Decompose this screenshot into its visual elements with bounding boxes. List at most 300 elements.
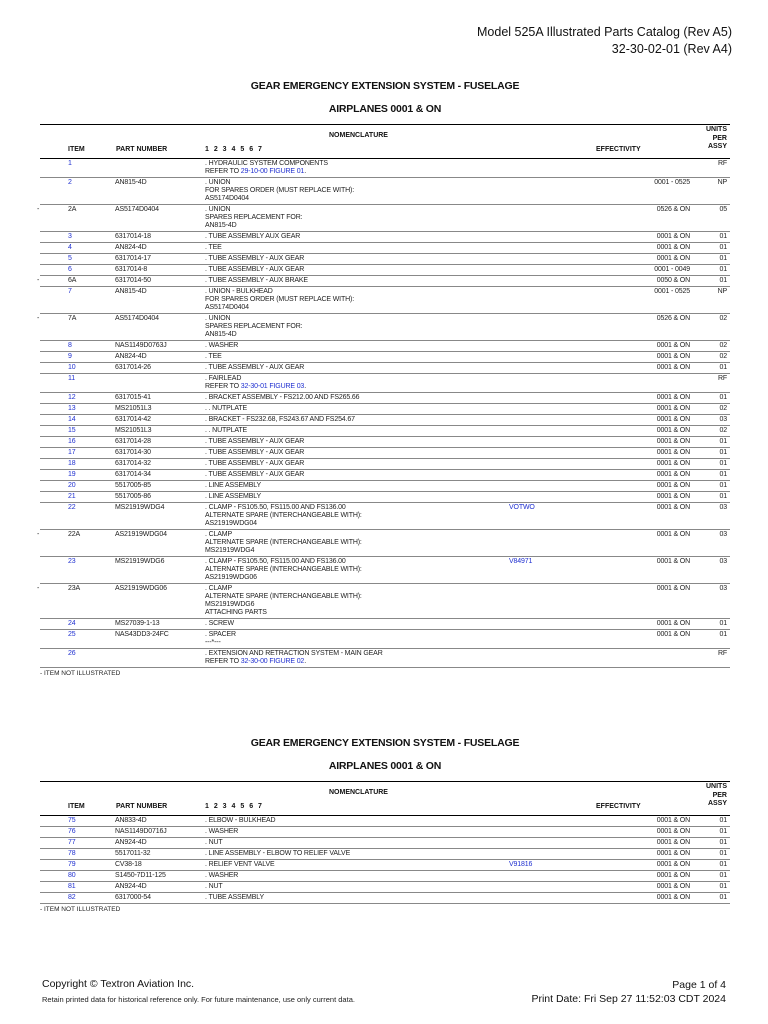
- units-per-assy: RF: [717, 160, 727, 167]
- parts-table: [40, 816, 730, 904]
- table-row: [40, 415, 730, 426]
- units-per-assy: 02: [719, 405, 727, 412]
- reference-suffix: .: [304, 168, 306, 175]
- part-number: 5517011-32: [115, 850, 151, 857]
- figure-reference: [205, 383, 505, 391]
- not-illustrated-marker: -: [37, 206, 40, 213]
- nomenclature: [205, 482, 505, 490]
- nomenclature: [205, 460, 505, 468]
- units-per-assy: 01: [719, 817, 727, 824]
- table-row: [40, 341, 730, 352]
- item-number[interactable]: 20: [68, 482, 76, 489]
- document-header: [477, 24, 732, 58]
- table-row: [40, 481, 730, 492]
- nomenclature: [205, 620, 505, 628]
- item-number[interactable]: 18: [68, 460, 76, 467]
- nomenclature-line: . FAIRLEAD: [205, 375, 242, 382]
- item-number[interactable]: 81: [68, 883, 76, 890]
- units-per-assy: 03: [719, 504, 727, 511]
- item-number[interactable]: 5: [68, 255, 72, 262]
- table-row: [40, 426, 730, 437]
- table-row: [40, 838, 730, 849]
- part-number: AS21919WDG04: [115, 531, 167, 538]
- units-per-assy: 01: [719, 255, 727, 262]
- nomenclature-line: . WASHER: [205, 828, 239, 835]
- catalog-title: Model 525A Illustrated Parts Catalog (Rev A5): [477, 25, 732, 39]
- units-per-assy: 01: [719, 266, 727, 273]
- units-per-assy: NP: [717, 179, 727, 186]
- col-nomenclature: NOMENCLATURE: [329, 789, 388, 796]
- units-per-assy: 01: [719, 620, 727, 627]
- nomenclature: [205, 375, 505, 391]
- units-per-assy: 01: [719, 631, 727, 638]
- units-per-assy: 03: [719, 531, 727, 538]
- item-number[interactable]: 1: [68, 160, 72, 167]
- nomenclature: [205, 277, 505, 285]
- nomenclature-line: . CLAMP - FS105.50, FS115.00 AND FS136.00: [205, 504, 346, 511]
- item-number[interactable]: 14: [68, 416, 76, 423]
- effectivity: 0526 & ON: [656, 206, 690, 213]
- nomenclature-line: . TUBE ASSEMBLY - AUX GEAR: [205, 438, 305, 445]
- table-row: [40, 404, 730, 415]
- item-number[interactable]: 25: [68, 631, 76, 638]
- col-nomenclature: NOMENCLATURE: [329, 132, 388, 139]
- nomenclature-line: . CLAMP: [205, 531, 232, 538]
- nomenclature-line: . UNION: [205, 206, 231, 213]
- part-number: 6317015-41: [115, 394, 151, 401]
- col-item: ITEM: [68, 803, 85, 810]
- section-title: GEAR EMERGENCY EXTENSION SYSTEM - FUSELAGE: [250, 80, 520, 92]
- item-number[interactable]: 7: [68, 288, 72, 295]
- not-illustrated-marker: -: [37, 315, 40, 322]
- nomenclature: [205, 342, 505, 350]
- effectivity: 0050 & ON: [656, 277, 690, 284]
- nomenclature: [205, 394, 505, 402]
- effectivity: 0001 & ON: [656, 839, 690, 846]
- nomenclature: [205, 353, 505, 361]
- nomenclature-line: AS21919WDG04: [205, 520, 257, 527]
- part-number: MS21051L3: [115, 427, 152, 434]
- table-row: [40, 363, 730, 374]
- nomenclature-line: . LINE ASSEMBLY: [205, 482, 261, 489]
- effectivity: 0001 & ON: [656, 244, 690, 251]
- nomenclature-line: AN815-4D: [205, 331, 237, 338]
- units-per-assy: 02: [719, 315, 727, 322]
- table-row: [40, 243, 730, 254]
- effectivity: 0001 & ON: [656, 471, 690, 478]
- effectivity: 0001 & ON: [656, 438, 690, 445]
- units-per-assy: 03: [719, 585, 727, 592]
- item-number[interactable]: 77: [68, 839, 76, 846]
- figure-reference: [205, 658, 505, 666]
- nomenclature: [205, 471, 505, 479]
- part-number: MS21919WDG6: [115, 558, 165, 565]
- nomenclature-line: . UNION - BULKHEAD: [205, 288, 273, 295]
- units-per-assy: 01: [719, 277, 727, 284]
- table-row: [40, 232, 730, 243]
- retain-notice: Retain printed data for historical reference only. For future maintenance, use only current data.: [42, 995, 355, 1004]
- table-row: [40, 860, 730, 871]
- effectivity: 0001 & ON: [656, 493, 690, 500]
- part-number: 6317014-17: [115, 255, 151, 262]
- item-number[interactable]: 11: [68, 375, 75, 382]
- nomenclature-line: ALTERNATE SPARE (INTERCHANGEABLE WITH):: [205, 566, 362, 573]
- effectivity: 0001 & ON: [656, 558, 690, 565]
- nomenclature-line: . EXTENSION AND RETRACTION SYSTEM - MAIN GEAR: [205, 650, 383, 657]
- nomenclature: [205, 631, 505, 647]
- nomenclature-line: . CLAMP: [205, 585, 232, 592]
- part-number: NAS1149D0716J: [115, 828, 167, 835]
- table-row: [40, 448, 730, 459]
- table-row: [40, 492, 730, 503]
- not-illustrated-marker: -: [37, 585, 40, 592]
- nomenclature-line: . RELIEF VENT VALVE: [205, 861, 275, 868]
- effectivity: 0001 & ON: [656, 850, 690, 857]
- units-per-assy: 01: [719, 244, 727, 251]
- part-number: 6317014-26: [115, 364, 151, 371]
- parts-table: [37, 159, 730, 668]
- item-number[interactable]: 4: [68, 244, 72, 251]
- units-per-assy: 01: [719, 460, 727, 467]
- nomenclature-line: . TUBE ASSEMBLY - AUX GEAR: [205, 255, 305, 262]
- nomenclature: [205, 244, 505, 252]
- units-per-assy: NP: [717, 288, 727, 295]
- figure-reference: [205, 168, 505, 176]
- part-number: AN924-4D: [115, 839, 147, 846]
- nomenclature-line: ---*---: [205, 639, 221, 646]
- nomenclature: [205, 416, 505, 424]
- nomenclature: [205, 558, 505, 582]
- nomenclature: [205, 817, 505, 825]
- effectivity: 0001 & ON: [656, 460, 690, 467]
- footer-right: [531, 978, 726, 1006]
- copyright: Copyright © Textron Aviation Inc.: [42, 978, 195, 990]
- part-number: MS21919WDG4: [115, 504, 165, 511]
- item-number[interactable]: 15: [68, 427, 76, 434]
- nomenclature: [205, 315, 505, 339]
- item-number[interactable]: 16: [68, 438, 76, 445]
- col-part-number: PART NUMBER: [116, 146, 168, 153]
- nomenclature-line: . . NUTPLATE: [205, 427, 248, 434]
- units-per-assy: 01: [719, 894, 727, 901]
- table-row: [40, 882, 730, 893]
- nomenclature-line: MS21919WDG6: [205, 601, 255, 608]
- item-number: 22A: [68, 531, 81, 538]
- not-illustrated-marker: -: [37, 277, 40, 284]
- nomenclature-line: ATTACHING PARTS: [205, 609, 267, 616]
- effectivity: 0001 - 0049: [654, 266, 690, 273]
- effectivity: 0001 & ON: [656, 620, 690, 627]
- nomenclature-line: . TUBE ASSEMBLY - AUX GEAR: [205, 460, 305, 467]
- item-number[interactable]: 76: [68, 828, 76, 835]
- nomenclature: [205, 531, 505, 555]
- vendor-code[interactable]: V84971: [509, 558, 533, 565]
- figure-link[interactable]: 32-30-00 FIGURE 02: [240, 658, 305, 665]
- units-per-assy: 03: [719, 558, 727, 565]
- effectivity: 0001 & ON: [656, 233, 690, 240]
- item-number[interactable]: 24: [68, 620, 76, 627]
- nomenclature: [205, 850, 505, 858]
- item-number[interactable]: 23: [68, 558, 76, 565]
- nomenclature-line: . WASHER: [205, 342, 239, 349]
- item-number[interactable]: 22: [68, 504, 76, 511]
- table-row: [40, 893, 730, 904]
- table-row: [40, 871, 730, 882]
- nomenclature-line: . UNION: [205, 315, 231, 322]
- part-number: 6317014-32: [115, 460, 151, 467]
- units-per-assy: 01: [719, 233, 727, 240]
- units-per-assy: 01: [719, 883, 727, 890]
- nomenclature-line: AN815-4D: [205, 222, 237, 229]
- item-number[interactable]: 10: [68, 364, 76, 371]
- effectivity: 0001 & ON: [656, 631, 690, 638]
- table-row: [40, 816, 730, 827]
- nomenclature-line: . BRACKET ASSEMBLY - FS212.00 AND FS265.66: [205, 394, 360, 401]
- units-per-assy: 01: [719, 828, 727, 835]
- effectivity: 0001 & ON: [656, 255, 690, 262]
- nomenclature-line: AS5174D0404: [205, 304, 249, 311]
- nomenclature: [205, 288, 505, 312]
- effectivity: 0001 & ON: [656, 353, 690, 360]
- item-number[interactable]: 17: [68, 449, 76, 456]
- col-item: ITEM: [68, 146, 85, 153]
- table-row: [40, 503, 730, 530]
- table-row: [40, 254, 730, 265]
- units-per-assy: 02: [719, 342, 727, 349]
- nomenclature-line: . TUBE ASSEMBLY AUX GEAR: [205, 233, 301, 240]
- nomenclature-line: . BRACKET - FS232.68, FS243.67 AND FS254.67: [205, 416, 355, 423]
- units-per-assy: 03: [719, 416, 727, 423]
- effectivity: 0001 & ON: [656, 504, 690, 511]
- nomenclature-line: AS5174D0404: [205, 195, 249, 202]
- page-number: Page 1 of 4: [672, 979, 726, 991]
- reference-prefix: REFER TO: [205, 658, 241, 665]
- table-row: [40, 374, 730, 393]
- effectivity: 0526 & ON: [656, 315, 690, 322]
- part-number: 5517005-85: [115, 482, 151, 489]
- nomenclature-line: . TUBE ASSEMBLY: [205, 894, 264, 901]
- reference-suffix: .: [304, 658, 306, 665]
- item-number[interactable]: 8: [68, 342, 72, 349]
- part-number: 6317014-30: [115, 449, 151, 456]
- nomenclature-line: . CLAMP - FS105.50, FS115.00 AND FS136.00: [205, 558, 346, 565]
- reference-suffix: .: [304, 383, 306, 390]
- part-number: AN824-4D: [115, 353, 147, 360]
- not-illustrated-note: - ITEM NOT ILLUSTRATED: [40, 906, 121, 913]
- table-row: [40, 649, 730, 668]
- units-per-assy: 05: [719, 206, 727, 213]
- item-number[interactable]: 78: [68, 850, 76, 857]
- part-number: S1450-7D11-125: [115, 872, 166, 879]
- part-number: AN924-4D: [115, 883, 147, 890]
- nomenclature-line: SPARES REPLACEMENT FOR:: [205, 214, 303, 221]
- not-illustrated-note: - ITEM NOT ILLUSTRATED: [40, 670, 121, 677]
- units-per-assy: 01: [719, 839, 727, 846]
- item-number[interactable]: 12: [68, 394, 76, 401]
- footer-left: [42, 978, 355, 1004]
- effectivity: 0001 & ON: [656, 531, 690, 538]
- nomenclature-line: FOR SPARES ORDER (MUST REPLACE WITH):: [205, 187, 354, 194]
- table-row: [40, 619, 730, 630]
- nomenclature-line: . LINE ASSEMBLY - ELBOW TO RELIEF VALVE: [205, 850, 351, 857]
- part-number: MS27039-1-13: [115, 620, 160, 627]
- effectivity: 0001 & ON: [656, 828, 690, 835]
- effectivity: 0001 - 0525: [654, 179, 690, 186]
- table-row: [37, 314, 730, 341]
- item-number[interactable]: 75: [68, 817, 76, 824]
- figure-link[interactable]: 29-10-00 FIGURE 01: [240, 168, 305, 175]
- table-row: [37, 205, 730, 232]
- nomenclature: [205, 449, 505, 457]
- item-number[interactable]: 6: [68, 266, 72, 273]
- nomenclature-line: ALTERNATE SPARE (INTERCHANGEABLE WITH):: [205, 512, 362, 519]
- part-number: CV38-18: [115, 861, 142, 868]
- reference-prefix: REFER TO: [205, 383, 241, 390]
- item-number[interactable]: 21: [68, 493, 76, 500]
- nomenclature: [205, 438, 505, 446]
- table-row: [40, 265, 730, 276]
- col-units-per-assy: UNITS PER ASSY: [706, 783, 727, 807]
- part-number: 6317000-54: [115, 894, 151, 901]
- section-title: GEAR EMERGENCY EXTENSION SYSTEM - FUSELAGE: [250, 737, 520, 749]
- item-number[interactable]: 2: [68, 179, 72, 186]
- part-number: NAS43DD3-24FC: [115, 631, 169, 638]
- part-number: AN824-4D: [115, 244, 147, 251]
- nomenclature-line: . TEE: [205, 353, 222, 360]
- units-per-assy: 01: [719, 449, 727, 456]
- part-number: 6317014-34: [115, 471, 151, 478]
- effectivity: 0001 & ON: [656, 817, 690, 824]
- nomenclature-line: . SCREW: [205, 620, 234, 627]
- nomenclature-line: . NUT: [205, 839, 223, 846]
- section-subtitle: AIRPLANES 0001 & ON: [328, 103, 442, 115]
- parts-section-2: [40, 737, 730, 913]
- figure-link[interactable]: 32-30-01 FIGURE 03: [240, 383, 305, 390]
- nomenclature-line: ALTERNATE SPARE (INTERCHANGEABLE WITH):: [205, 539, 362, 546]
- item-number[interactable]: 79: [68, 861, 76, 868]
- units-per-assy: 01: [719, 364, 727, 371]
- nomenclature-line: . TUBE ASSEMBLY - AUX GEAR: [205, 266, 305, 273]
- units-per-assy: RF: [717, 650, 727, 657]
- effectivity: 0001 & ON: [656, 883, 690, 890]
- nomenclature-line: . HYDRAULIC SYSTEM COMPONENTS: [205, 160, 328, 167]
- part-number: AN815-4D: [115, 288, 147, 295]
- nomenclature-line: . LINE ASSEMBLY: [205, 493, 261, 500]
- effectivity: 0001 & ON: [656, 364, 690, 371]
- part-number: 5517005-86: [115, 493, 151, 500]
- vendor-code[interactable]: VOTWO: [509, 504, 535, 511]
- item-number[interactable]: 9: [68, 353, 72, 360]
- part-number: MS21051L3: [115, 405, 152, 412]
- nomenclature: [205, 266, 505, 274]
- nomenclature-line: ALTERNATE SPARE (INTERCHANGEABLE WITH):: [205, 593, 362, 600]
- table-row: [40, 393, 730, 404]
- part-number: AN833-4D: [115, 817, 147, 824]
- nomenclature-line: . UNION: [205, 179, 231, 186]
- item-number[interactable]: 26: [68, 650, 76, 657]
- effectivity: 0001 & ON: [656, 405, 690, 412]
- item-number: 7A: [68, 315, 77, 322]
- effectivity: 0001 & ON: [656, 449, 690, 456]
- nomenclature-line: SPARES REPLACEMENT FOR:: [205, 323, 303, 330]
- table-row: [37, 584, 730, 619]
- nomenclature: [205, 839, 505, 847]
- parts-section-1: [37, 80, 730, 677]
- column-header: [40, 781, 730, 816]
- effectivity: 0001 & ON: [656, 416, 690, 423]
- effectivity: 0001 & ON: [656, 585, 690, 592]
- nomenclature-line: MS21919WDG4: [205, 547, 255, 554]
- nomenclature: [205, 861, 505, 869]
- units-per-assy: 01: [719, 850, 727, 857]
- nomenclature-line: . TUBE ASSEMBLY - AUX GEAR: [205, 364, 305, 371]
- nomenclature-line: AS21919WDG06: [205, 574, 257, 581]
- item-number: 2A: [68, 206, 77, 213]
- item-number[interactable]: 3: [68, 233, 72, 240]
- units-per-assy: RF: [717, 375, 727, 382]
- part-number: 6317014-42: [115, 416, 151, 423]
- part-number: 6317014-28: [115, 438, 151, 445]
- nomenclature: [205, 585, 505, 617]
- table-row: [40, 849, 730, 860]
- item-number[interactable]: 13: [68, 405, 76, 412]
- effectivity: 0001 & ON: [656, 861, 690, 868]
- effectivity: 0001 & ON: [656, 482, 690, 489]
- effectivity: 0001 & ON: [656, 342, 690, 349]
- effectivity: 0001 & ON: [656, 394, 690, 401]
- item-number[interactable]: 82: [68, 894, 76, 901]
- col-units-per-assy: UNITS PER ASSY: [706, 126, 727, 150]
- part-number: AS5174D0404: [115, 206, 159, 213]
- item-number[interactable]: 80: [68, 872, 76, 879]
- table-row: [40, 287, 730, 314]
- nomenclature-line: . WASHER: [205, 872, 239, 879]
- nomenclature-line: . . NUTPLATE: [205, 405, 248, 412]
- nomenclature: [205, 179, 505, 203]
- nomenclature: [205, 206, 505, 230]
- table-row: [40, 352, 730, 363]
- part-number: NAS1149D0763J: [115, 342, 167, 349]
- item-number: 23A: [68, 585, 81, 592]
- effectivity: 0001 - 0525: [654, 288, 690, 295]
- col-part-number: PART NUMBER: [116, 803, 168, 810]
- effectivity: 0001 & ON: [656, 427, 690, 434]
- units-per-assy: 01: [719, 482, 727, 489]
- nomenclature-line: . TUBE ASSEMBLY - AUX BRAKE: [205, 277, 308, 284]
- part-number: AS5174D0404: [115, 315, 159, 322]
- units-per-assy: 01: [719, 394, 727, 401]
- part-number: AN815-4D: [115, 179, 147, 186]
- nomenclature-line: FOR SPARES ORDER (MUST REPLACE WITH):: [205, 296, 354, 303]
- nomenclature-line: . SPACER: [205, 631, 236, 638]
- table-row: [40, 827, 730, 838]
- units-per-assy: 01: [719, 872, 727, 879]
- vendor-code[interactable]: V91816: [509, 861, 533, 868]
- nomenclature-line: . TUBE ASSEMBLY - AUX GEAR: [205, 471, 305, 478]
- item-number[interactable]: 19: [68, 471, 76, 478]
- units-per-assy: 01: [719, 471, 727, 478]
- nomenclature: [205, 504, 505, 528]
- col-effectivity: EFFECTIVITY: [596, 146, 641, 153]
- units-per-assy: 01: [719, 861, 727, 868]
- part-number: AS21919WDG06: [115, 585, 167, 592]
- nomenclature: [205, 650, 505, 666]
- nomenclature-line: . TEE: [205, 244, 222, 251]
- part-number: 6317014-50: [115, 277, 151, 284]
- nomenclature-line: . TUBE ASSEMBLY - AUX GEAR: [205, 449, 305, 456]
- col-indent-levels: 1 2 3 4 5 6 7: [205, 803, 264, 810]
- nomenclature: [205, 894, 505, 902]
